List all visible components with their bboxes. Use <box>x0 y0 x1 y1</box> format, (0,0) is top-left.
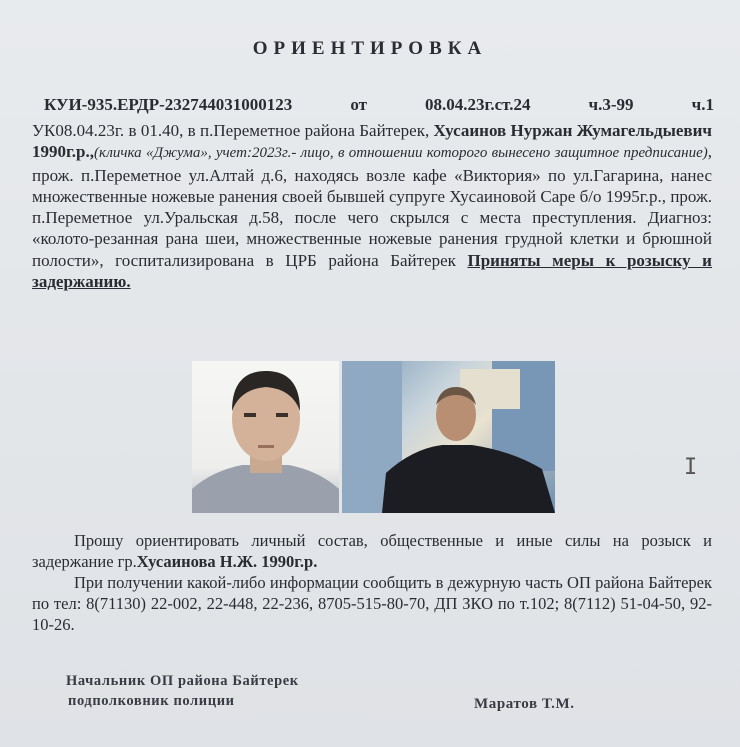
incident-description <box>32 120 712 292</box>
request-paragraph <box>32 530 712 572</box>
measures-taken: Приняты меры к розыску и задержанию. <box>32 250 712 292</box>
wanted-name: Хусаинова Н.Ж. 1990г.р. <box>136 552 318 571</box>
case-reference <box>44 95 714 115</box>
case-number: КУИ-935.ЕРДР-232744031000123 <box>44 95 293 114</box>
case-part2: ч.1 <box>691 95 714 114</box>
incident-details: , прож. п.Переметное ул.Алтай д.6, находясь возле кафе «Виктория» по ул.Гагарина, нанес множественные ножевые ранения своей бывшей супруге Хусаиновой Саре б/о 1995г.р., прож. п.Переметное ул.Уральская д.58, после чего скрылся с места преступления. Диагноз: «колото-резанная рана шеи, множественные ножевые ранения грудной клетки и брюшной полости», госпитализирована в ЦРБ района Байтерек <box>32 142 712 270</box>
contact-paragraph: При получении какой-либо информации сообщить в дежурную часть ОП района Байтерек по тел: 8(71130) 22-002, 22-448, 22-236, 8705-515-80-70, ДП ЗКО по т.102; 8(7112) 51-04-50, 92-10-26. <box>32 573 712 634</box>
incident-intro: УК08.04.23г. в 01.40, в п.Переметное района Байтерек, <box>32 121 434 140</box>
document-title: ОРИЕНТИРОВКА <box>252 38 488 59</box>
suspect-note: (кличка «Джума», учет:2023г.- лицо, в отношении которого вынесено защитное предписание) <box>94 145 708 162</box>
case-ot: от <box>350 95 367 114</box>
signature-rank: подполковник полиции <box>68 693 235 709</box>
request-text: Прошу ориентировать личный состав, общественные и иные силы на розыск и задержание гр. <box>32 531 712 571</box>
signature-position: Начальник ОП района Байтерек <box>66 673 299 689</box>
case-part: ч.3-99 <box>588 95 634 114</box>
text-cursor-icon: I <box>684 455 698 480</box>
request-section <box>32 530 712 635</box>
signature-name: Маратов Т.М. <box>474 696 575 712</box>
suspect-photo-portrait <box>192 361 339 513</box>
suspect-photo-selfie <box>342 361 555 513</box>
suspect-name: Хусаинов Нуржан Жумагельдыевич 1990г.р., <box>32 121 712 162</box>
case-date-article: 08.04.23г.ст.24 <box>425 95 531 114</box>
